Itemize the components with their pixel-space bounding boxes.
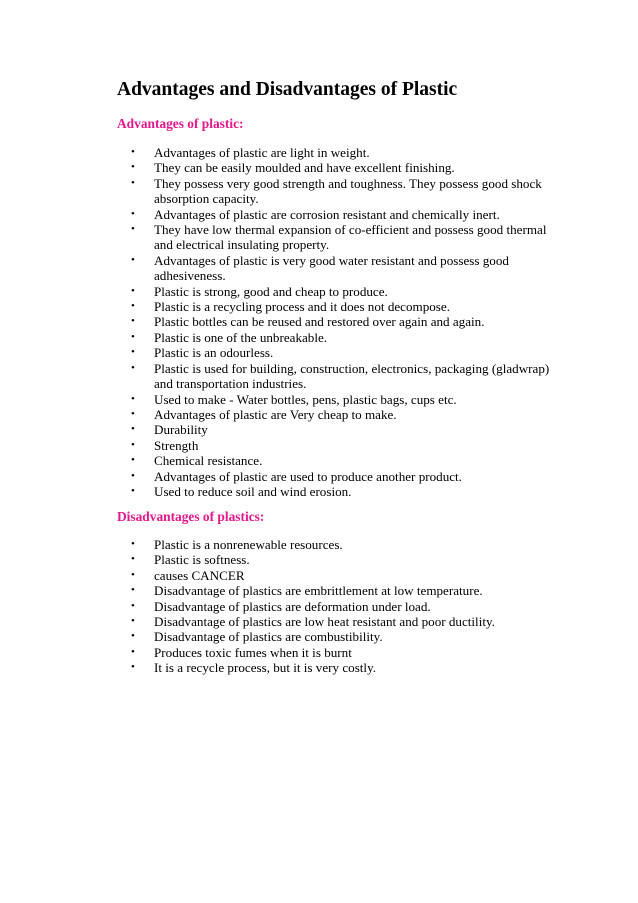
list-item xyxy=(117,422,557,437)
list-item-text: Advantages of plastic are Very cheap to make. xyxy=(154,406,397,422)
list-item xyxy=(117,345,557,360)
list-item-text: They can be easily moulded and have excellent finishing. xyxy=(154,160,455,176)
list-item-text: Advantages of plastic are used to produce another product. xyxy=(154,468,462,484)
bullet-icon: • xyxy=(131,584,135,597)
list-item xyxy=(117,568,557,583)
bullet-icon: • xyxy=(131,645,135,658)
list-item xyxy=(117,176,557,207)
list-item xyxy=(117,645,557,660)
advantages-list xyxy=(117,145,557,499)
bullet-icon: • xyxy=(131,315,135,328)
list-item xyxy=(117,469,557,484)
list-item-text: Disadvantage of plastics are low heat resistant and poor ductility. xyxy=(154,614,495,630)
bullet-icon: • xyxy=(131,615,135,628)
list-item xyxy=(117,484,557,499)
list-item xyxy=(117,361,557,392)
list-item-text: Disadvantage of plastics are combustibility. xyxy=(154,629,383,645)
list-item xyxy=(117,438,557,453)
bullet-icon: • xyxy=(131,407,135,420)
list-item-text: Plastic bottles can be reused and restored over again and again. xyxy=(154,314,485,330)
bullet-icon: • xyxy=(131,454,135,467)
list-item-text: It is a recycle process, but it is very costly. xyxy=(154,660,377,676)
list-item-text: Plastic is softness. xyxy=(154,552,250,568)
list-item xyxy=(117,284,557,299)
bullet-icon: • xyxy=(131,207,135,220)
bullet-icon: • xyxy=(131,300,135,313)
list-item-text: Advantages of plastic are corrosion resistant and chemically inert. xyxy=(154,206,500,222)
list-item xyxy=(117,407,557,422)
bullet-icon: • xyxy=(131,568,135,581)
list-item xyxy=(117,207,557,222)
bullet-icon: • xyxy=(131,161,135,174)
list-item-text: Advantages of plastic are light in weight. xyxy=(154,145,370,160)
bullet-icon: • xyxy=(131,630,135,643)
bullet-icon: • xyxy=(131,392,135,405)
disadvantages-heading: Disadvantages of plastics: xyxy=(117,509,265,524)
list-item-text: They have low thermal expansion of co-efficient and possess good thermal and electrical insulating property. xyxy=(154,222,547,253)
list-item xyxy=(117,660,557,675)
list-item-text: Used to reduce soil and wind erosion. xyxy=(154,483,352,499)
bullet-icon: • xyxy=(131,661,135,674)
list-item-text: Used to make - Water bottles, pens, plastic bags, cups etc. xyxy=(154,391,457,407)
bullet-icon: • xyxy=(131,146,135,158)
bullet-icon: • xyxy=(131,176,135,189)
bullet-icon: • xyxy=(131,538,135,550)
bullet-icon: • xyxy=(131,346,135,359)
list-item xyxy=(117,629,557,644)
list-item xyxy=(117,614,557,629)
advantages-heading: Advantages of plastic: xyxy=(117,116,244,131)
list-item-text: They possess very good strength and toughness. They possess good shock absorption capacity. xyxy=(154,175,542,207)
list-item-text: Plastic is one of the unbreakable. xyxy=(154,329,328,345)
disadvantages-list xyxy=(117,537,557,676)
document-title: Advantages and Disadvantages of Plastic xyxy=(117,79,458,100)
list-item xyxy=(117,330,557,345)
list-item-text: Disadvantage of plastics are deformation under load. xyxy=(154,598,431,614)
list-item xyxy=(117,145,557,160)
list-item xyxy=(117,552,557,567)
bullet-icon: • xyxy=(131,484,135,497)
list-item xyxy=(117,392,557,407)
list-item-text: Plastic is an odourless. xyxy=(154,345,274,361)
list-item xyxy=(117,222,557,253)
bullet-icon: • xyxy=(131,599,135,612)
bullet-icon: • xyxy=(131,284,135,297)
list-item-text: Produces toxic fumes when it is burnt xyxy=(154,644,352,660)
list-item xyxy=(117,599,557,614)
list-item xyxy=(117,253,557,284)
list-item-text: Disadvantage of plastics are embrittlement at low temperature. xyxy=(154,583,483,599)
list-item-text: Plastic is used for building, construction, electronics, packaging (gladwrap) and transportation industries. xyxy=(154,360,550,392)
list-item-text: causes CANCER xyxy=(154,567,245,583)
list-item-text: Plastic is a nonrenewable resources. xyxy=(154,537,343,552)
list-item xyxy=(117,583,557,598)
list-item xyxy=(117,314,557,329)
bullet-icon: • xyxy=(131,253,135,266)
bullet-icon: • xyxy=(131,423,135,436)
bullet-icon: • xyxy=(131,330,135,343)
list-item xyxy=(117,299,557,314)
list-item-text: Chemical resistance. xyxy=(154,453,263,469)
list-item-text: Strength xyxy=(154,437,199,453)
bullet-icon: • xyxy=(131,361,135,374)
list-item xyxy=(117,453,557,468)
bullet-icon: • xyxy=(131,438,135,451)
bullet-icon: • xyxy=(131,223,135,236)
bullet-icon: • xyxy=(131,553,135,566)
list-item xyxy=(117,537,557,552)
bullet-icon: • xyxy=(131,469,135,482)
list-item-text: Plastic is strong, good and cheap to produce. xyxy=(154,283,388,299)
list-item-text: Durability xyxy=(154,422,208,438)
list-item-text: Plastic is a recycling process and it does not decompose. xyxy=(154,299,450,315)
list-item xyxy=(117,160,557,175)
list-item-text: Advantages of plastic is very good water resistant and possess good adhesiveness. xyxy=(154,252,509,284)
